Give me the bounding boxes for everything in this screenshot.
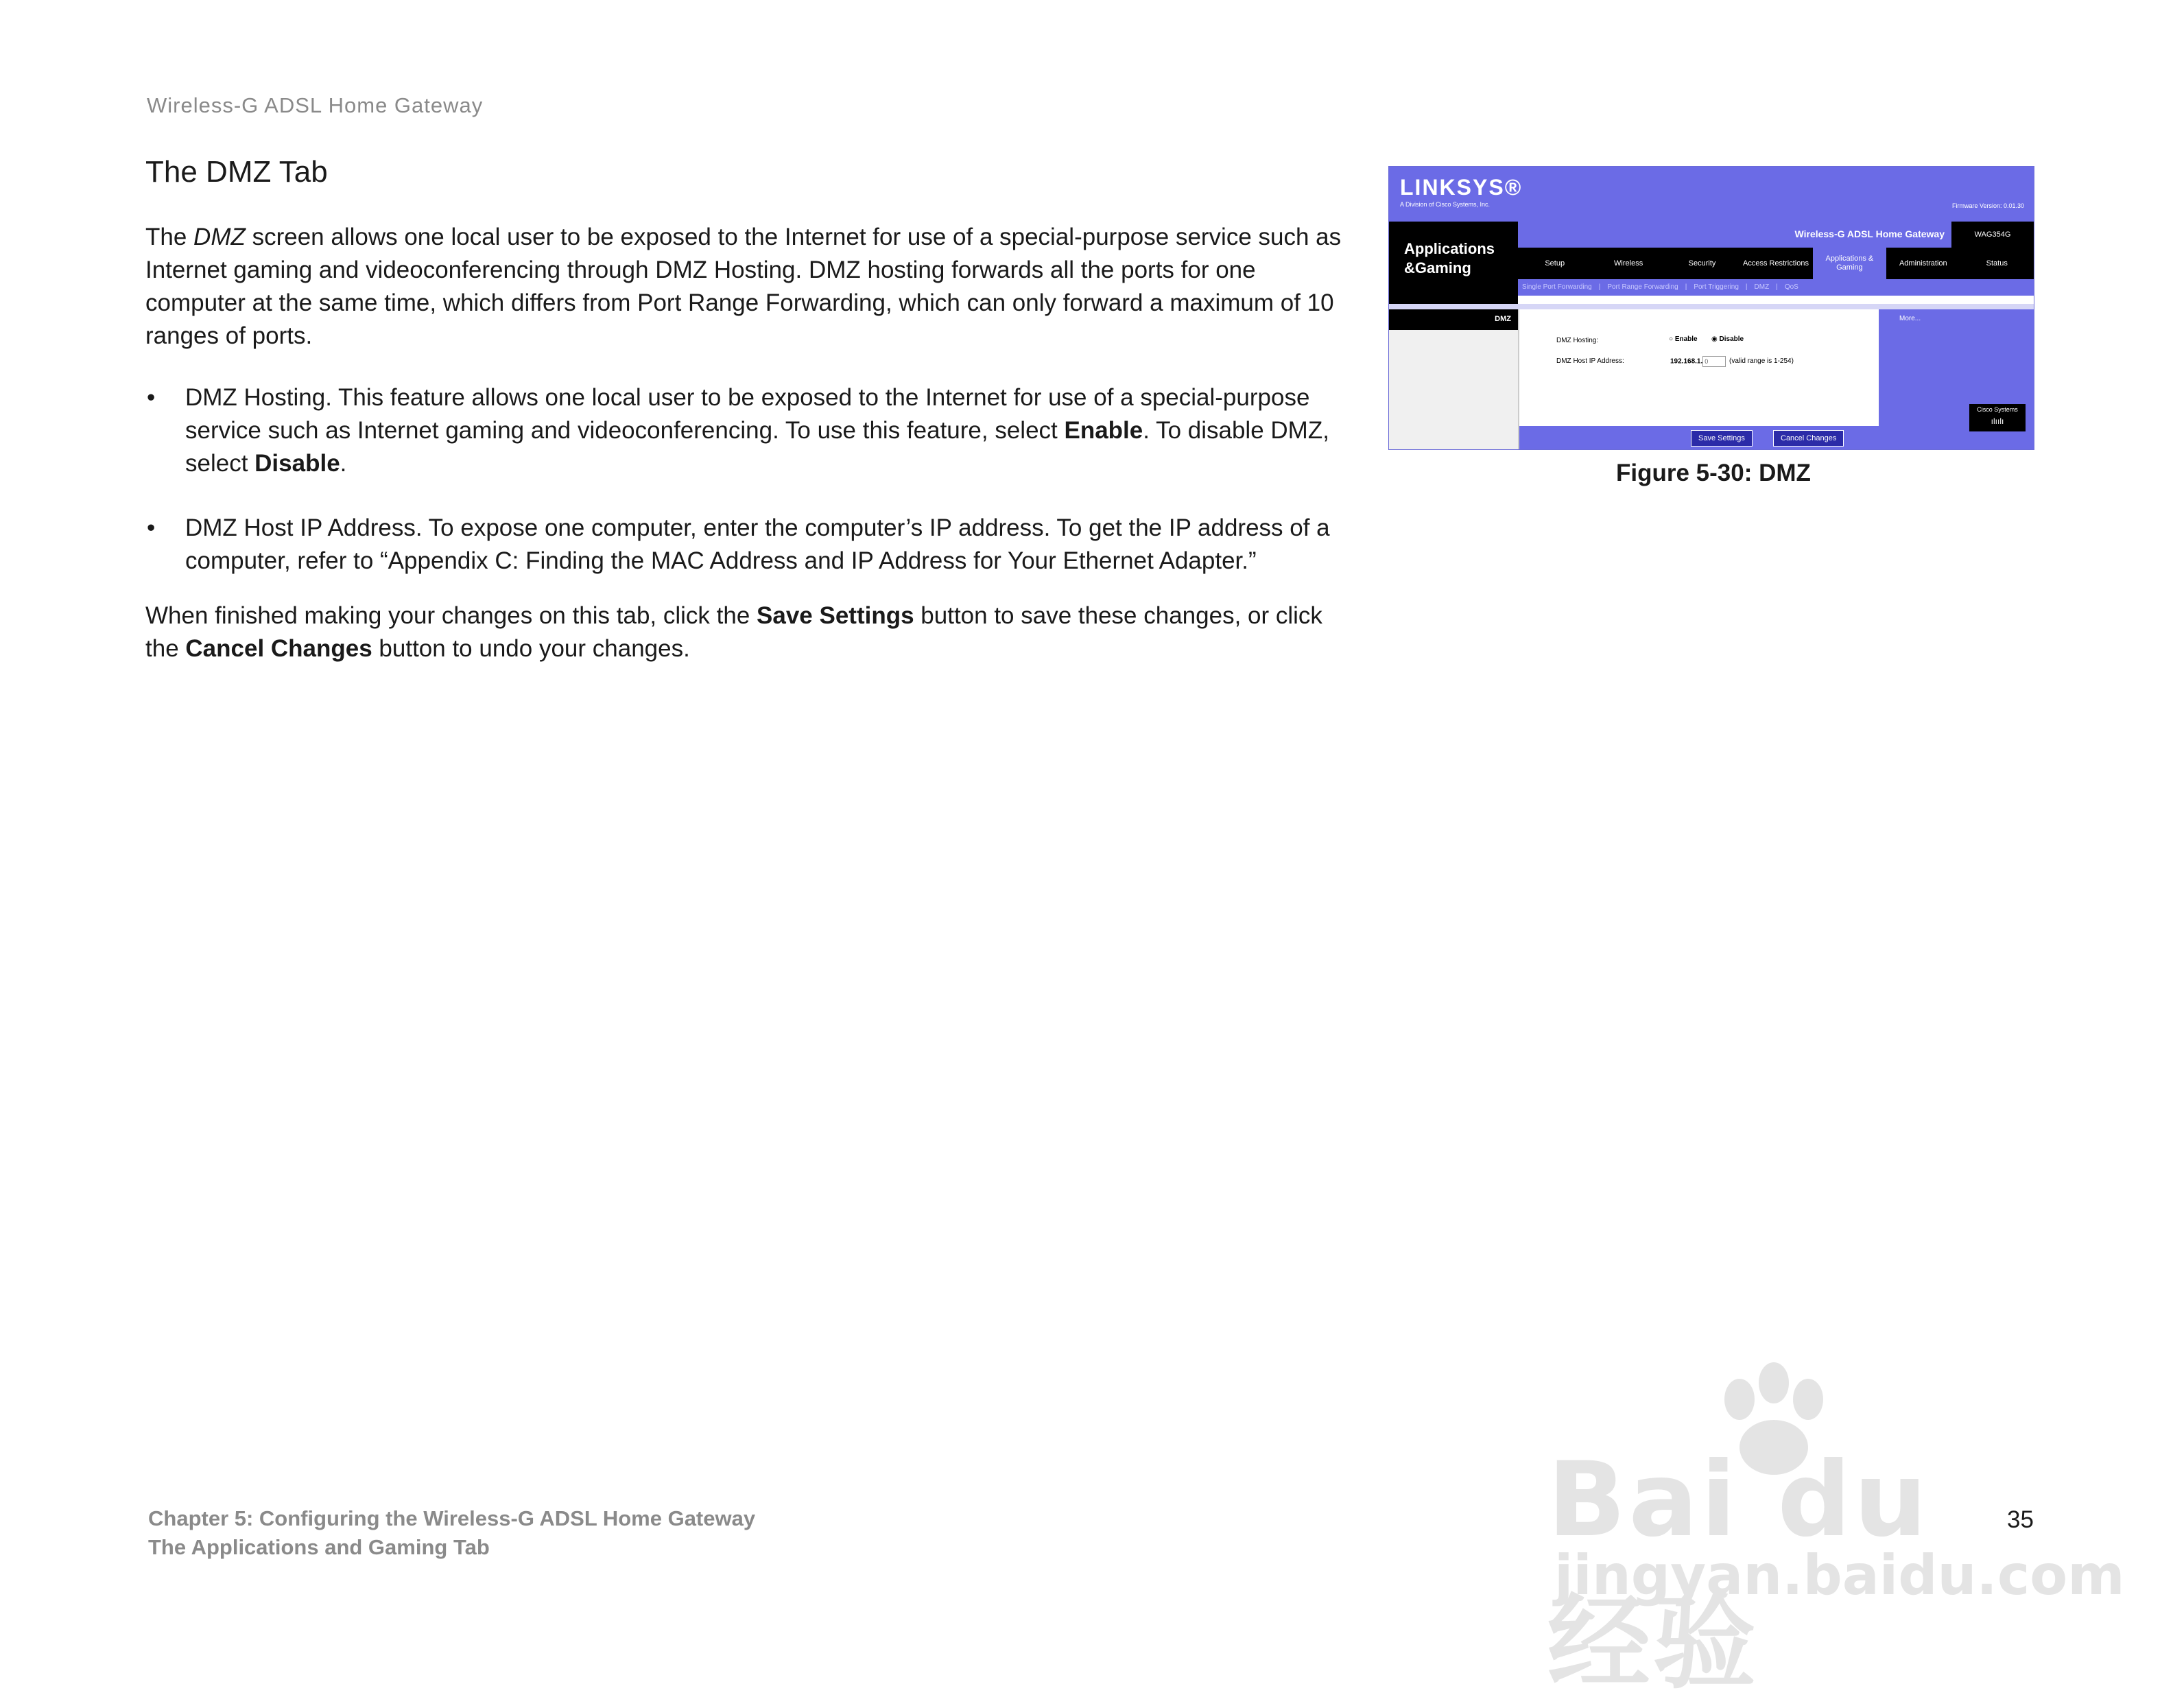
valid-range-hint: (valid range is 1-254): [1729, 357, 1794, 365]
disable-radio[interactable]: [1711, 335, 1744, 343]
dmz-host-ip-label: DMZ Host IP Address:: [1556, 357, 1624, 365]
product-name: Wireless-G ADSL Home Gateway: [1794, 228, 1945, 239]
subtab-qos[interactable]: QoS: [1784, 283, 1798, 291]
firmware-version: Firmware Version: 0.01.30: [1951, 202, 2024, 209]
outro-text: button to save these changes, or click the: [145, 602, 1322, 662]
subtab-port-triggering[interactable]: Port Triggering: [1694, 283, 1739, 291]
bullet-bold-disable: Disable: [254, 450, 340, 477]
bullet-list: [145, 381, 1353, 609]
left-panel-label: DMZ: [1495, 315, 1511, 323]
enable-radio[interactable]: [1669, 335, 1698, 343]
bullet-dmz-hosting: [145, 381, 1353, 480]
section-title: The DMZ Tab: [145, 155, 328, 189]
linksys-logo: LINKSYS®: [1400, 175, 1523, 200]
bullet-bold-enable: Enable: [1064, 417, 1143, 444]
disable-label: Disable: [1719, 335, 1744, 343]
bullet-mark: •: [147, 384, 156, 411]
sub-tabs: [1518, 279, 2034, 296]
bullet-text: . To disable DMZ, select: [185, 417, 1329, 477]
tab-access-restrictions[interactable]: Access Restrictions: [1742, 259, 1809, 268]
subtab-separator: |: [1745, 283, 1748, 291]
footer-section: The Applications and Gaming Tab: [148, 1535, 490, 1559]
section-label-line1: Applications: [1404, 240, 1495, 257]
bullet-text: .: [340, 450, 347, 477]
dmz-form: [1518, 309, 1880, 449]
tab-administration[interactable]: Administration: [1899, 259, 1947, 268]
intro-text-2: screen allows one local user to be exposed to the Internet for use of a special-purpose service such as Internet gaming and videoconferencing through DMZ Hosting. DMZ hosting forwards all the ports for one computer at the same time, which differs from Port Range Forwarding, which can only forward a maximum of 10 ranges of ports.: [145, 224, 1342, 349]
model-name: WAG354G: [1951, 222, 2034, 248]
intro-italic-dmz: DMZ: [193, 224, 246, 250]
left-panel-body: [1389, 330, 1518, 449]
ip-address: [1670, 356, 1726, 367]
subtab-port-range-forwarding[interactable]: Port Range Forwarding: [1607, 283, 1678, 291]
intro-text-1: The: [145, 224, 194, 250]
ip-input[interactable]: 0: [1702, 356, 1726, 367]
radio-off-icon: ○: [1669, 335, 1674, 343]
right-panel: [1879, 309, 2034, 449]
outro-text: button to undo your changes.: [372, 635, 690, 662]
outro-paragraph: [145, 600, 1353, 665]
watermark-site: jingyan.baidu.com: [1554, 1543, 2125, 1607]
dmz-hosting-label: DMZ Hosting:: [1556, 337, 1599, 344]
cisco-logo-label: Cisco Systems: [1977, 406, 2018, 413]
intro-paragraph: [145, 221, 1353, 353]
radio-on-icon: ◉: [1711, 335, 1718, 343]
section-label-box: [1389, 222, 1518, 304]
more-link[interactable]: More...: [1899, 315, 1921, 322]
figure-caption: Figure 5-30: DMZ: [1616, 460, 1811, 486]
bullet-text: DMZ Hosting. This feature allows one local user to be exposed to the Internet for use of a special-purpose service such as Internet gaming and videoconferencing. To use this feature, select: [185, 384, 1310, 444]
ip-prefix: 192.168.1.: [1670, 357, 1703, 366]
bullet-text: DMZ Host IP Address. To expose one computer, enter the computer’s IP address. To get the IP address of a computer, refer to “Appendix C: Finding the MAC Address and IP Address for Your Ethernet Adapter.”: [185, 514, 1330, 574]
tab-status[interactable]: Status: [1986, 259, 2008, 268]
subtab-dmz[interactable]: DMZ: [1754, 283, 1770, 291]
tab-setup[interactable]: Setup: [1545, 259, 1565, 268]
outro-bold-save: Save Settings: [757, 602, 914, 629]
save-settings-button[interactable]: Save Settings: [1691, 430, 1753, 447]
bullet-mark: •: [147, 514, 156, 541]
section-label-line2: &Gaming: [1404, 259, 1471, 276]
dmz-figure: [1388, 166, 2034, 450]
subtab-separator: |: [1776, 283, 1778, 291]
tab-wireless[interactable]: Wireless: [1614, 259, 1643, 268]
button-bar: [1519, 426, 1880, 449]
baidu-watermark: [1547, 1358, 2125, 1703]
section-label: [1404, 239, 1495, 278]
cisco-logo: [1969, 404, 2026, 431]
main-tabs: [1518, 248, 2034, 279]
cancel-changes-button[interactable]: Cancel Changes: [1773, 430, 1844, 447]
subtab-separator: |: [1598, 283, 1601, 291]
running-header: Wireless-G ADSL Home Gateway: [147, 93, 484, 117]
linksys-logo-sub: A Division of Cisco Systems, Inc.: [1400, 201, 1491, 208]
subtab-separator: |: [1685, 283, 1687, 291]
tab-security[interactable]: Security: [1688, 259, 1716, 268]
enable-label: Enable: [1674, 335, 1698, 343]
footer-chapter: Chapter 5: Configuring the Wireless-G ADSL Home Gateway: [148, 1506, 756, 1530]
left-panel-head: [1389, 309, 1518, 330]
tab-applications-gaming[interactable]: Applications & Gaming: [1813, 248, 1886, 279]
figure-topbar: [1389, 167, 2034, 222]
subtab-single-port-forwarding[interactable]: Single Port Forwarding: [1522, 283, 1592, 291]
page-number: 35: [2007, 1506, 2034, 1533]
outro-bold-cancel: Cancel Changes: [185, 635, 372, 662]
bullet-dmz-host-ip: [145, 512, 1353, 578]
figure-divider: [1389, 304, 2034, 309]
cisco-bars-icon: ılıılı: [1991, 416, 2004, 426]
product-bar: [1518, 222, 2034, 248]
outro-text: When finished making your changes on this tab, click the: [145, 602, 757, 629]
watermark-brand: Bai du 经验: [1547, 1440, 1930, 1703]
